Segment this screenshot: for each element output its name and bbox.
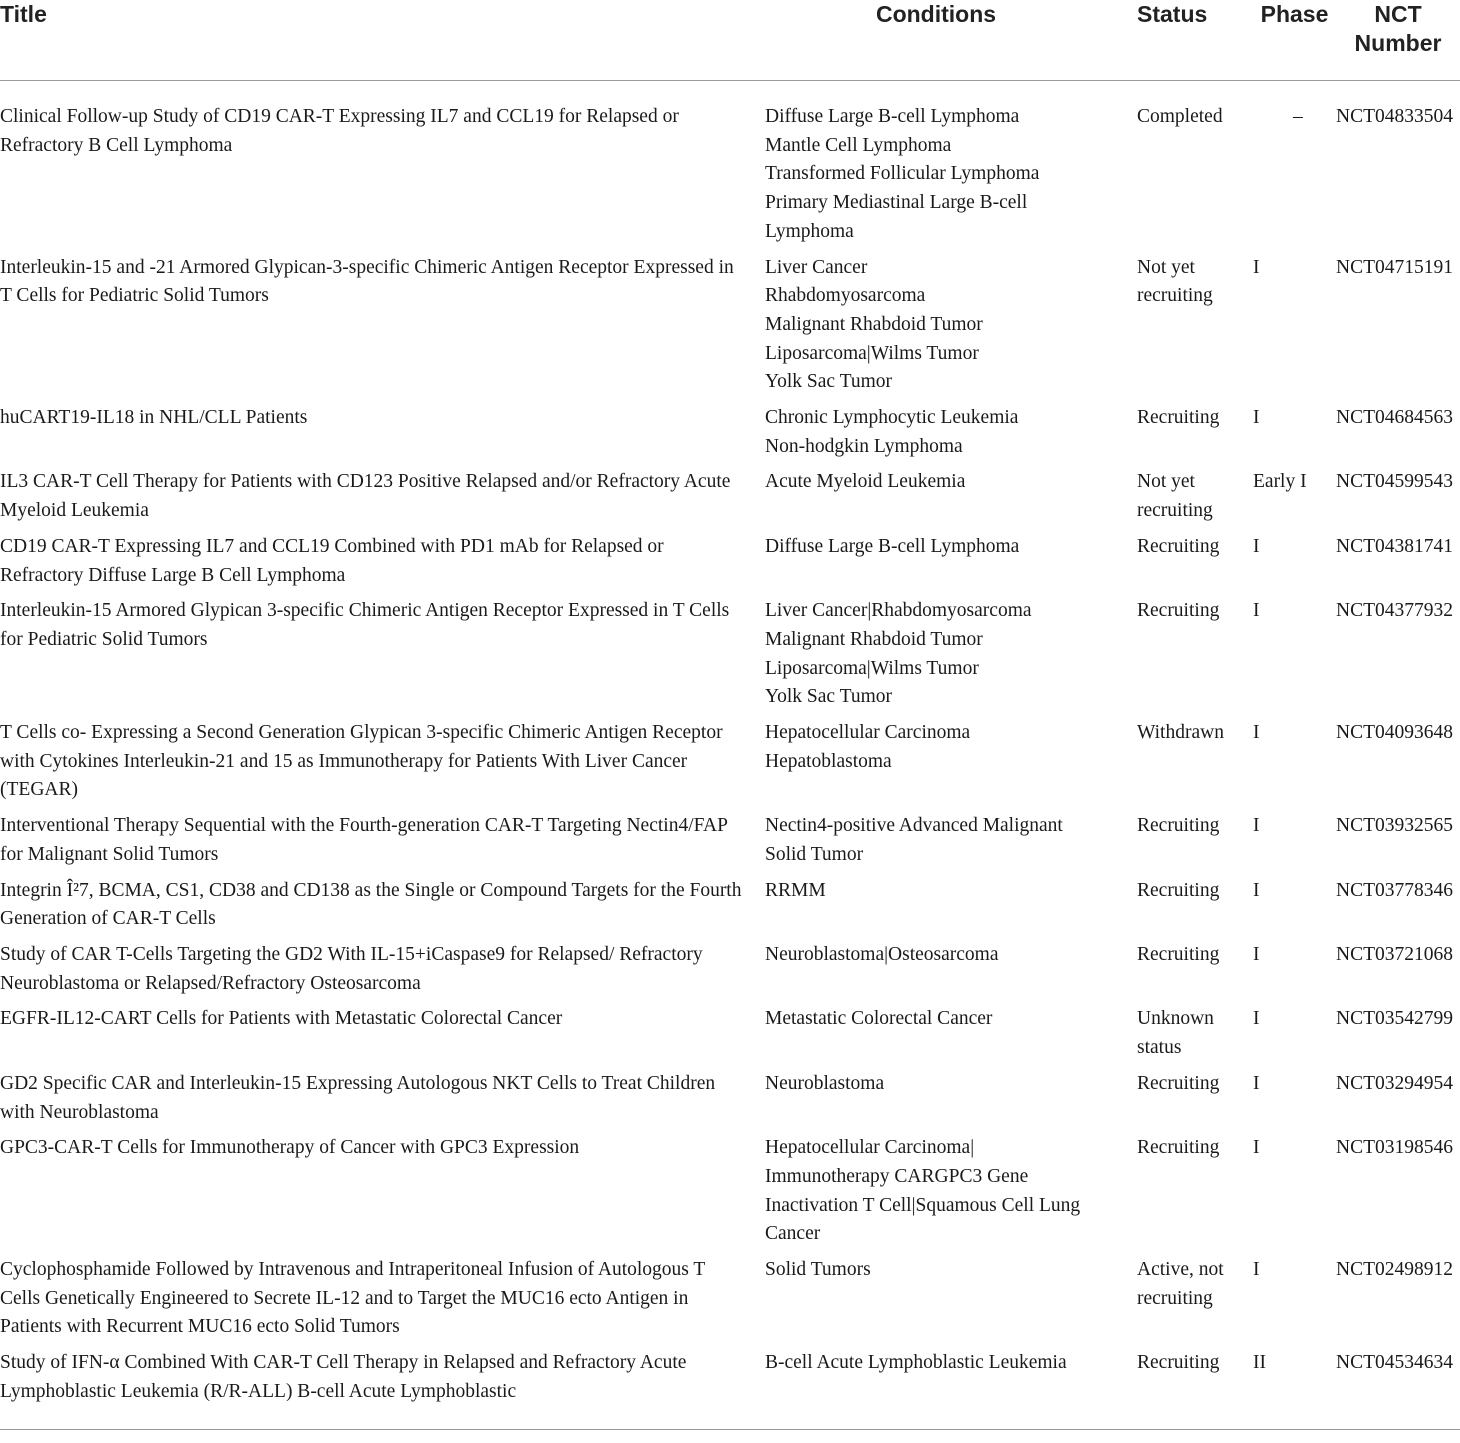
condition-item: Hepatocellular Carcinoma [765, 722, 971, 744]
trial-phase: I [1253, 1137, 1260, 1159]
trial-title: Clinical Follow-up Study of CD19 CAR-T Expressing IL7 and CCL19 for Relapsed or Refractory B Cell Lymphoma [0, 106, 679, 156]
condition-item: Rhabdomyosarcoma [765, 285, 926, 307]
trial-status: Completed [1137, 106, 1223, 127]
table-row [0, 877, 1460, 941]
trial-nct-number: NCT04684563 [1336, 407, 1453, 429]
table-row [0, 1005, 1460, 1069]
trial-phase: I [1253, 600, 1260, 622]
trial-phase: I [1253, 407, 1260, 429]
condition-item: Nectin4-positive Advanced Malignant [765, 815, 1063, 837]
trial-nct-number: NCT04093648 [1336, 722, 1453, 744]
header-phase: Phase [1253, 0, 1336, 81]
condition-item: Liposarcoma|Wilms Tumor [765, 342, 979, 364]
trial-status: Recruiting [1137, 815, 1220, 837]
trial-title: T Cells co- Expressing a Second Generation Glypican 3-specific Chimeric Antigen Receptor with Cytokines Interleukin-21 and 15 as Immunotherapy for Patients With Liver Cancer (TEGAR) [0, 722, 723, 801]
trial-phase: I [1253, 1008, 1260, 1030]
trial-phase: I [1253, 256, 1260, 278]
condition-item: Solid Tumors [765, 1259, 871, 1281]
trial-conditions [765, 404, 1137, 468]
trial-conditions [765, 254, 1137, 405]
condition-item: Hepatoblastoma [765, 750, 892, 772]
trial-conditions [765, 1134, 1137, 1256]
trial-status: Recruiting [1137, 879, 1220, 901]
header-title: Title [0, 0, 765, 81]
trial-conditions [765, 941, 1137, 1005]
trial-nct-number: NCT04833504 [1336, 106, 1453, 127]
trial-title: EGFR-IL12-CART Cells for Patients with Metastatic Colorectal Cancer [0, 1008, 563, 1030]
trial-conditions [765, 468, 1137, 532]
trial-nct-number: NCT03932565 [1336, 815, 1453, 837]
table-row [0, 533, 1460, 597]
trial-phase: II [1253, 1349, 1336, 1429]
condition-item: Liver Cancer [765, 256, 868, 278]
trial-nct-number: NCT03294954 [1336, 1072, 1453, 1094]
header-status: Status [1137, 0, 1253, 81]
table-row [0, 404, 1460, 468]
table-row [0, 81, 1460, 254]
condition-item: Yolk Sac Tumor [765, 371, 892, 393]
condition-item: Diffuse Large B-cell Lymphoma [765, 106, 1020, 127]
trial-title: huCART19-IL18 in NHL/CLL Patients [0, 407, 308, 429]
condition-item: Cancer [765, 1223, 821, 1245]
condition-item: Liver Cancer|Rhabdomyosarcoma [765, 600, 1032, 622]
condition-item: RRMM [765, 879, 826, 901]
condition-item: Malignant Rhabdoid Tumor [765, 628, 983, 650]
condition-item: Immunotherapy CARGPC3 Gene [765, 1165, 1029, 1187]
condition-item: Non-hodgkin Lymphoma [765, 435, 963, 457]
trial-status: Recruiting [1137, 600, 1220, 622]
trial-status: Not yet recruiting [1137, 256, 1213, 307]
trial-title: Interventional Therapy Sequential with the Fourth-generation CAR-T Targeting Nectin4/FAP for Malignant Solid Tumors [0, 815, 728, 865]
header-nct-number [1336, 0, 1460, 81]
header-row [0, 0, 1460, 81]
trial-conditions [765, 1005, 1137, 1069]
trial-status: Active, not recruiting [1137, 1259, 1224, 1309]
trial-phase: I [1253, 879, 1260, 901]
trial-conditions [765, 1070, 1137, 1134]
trial-status: Recruiting [1137, 407, 1220, 429]
table-body [0, 81, 1460, 1430]
condition-item: Mantle Cell Lymphoma [765, 134, 952, 156]
trial-nct-number: NCT04534634 [1336, 1349, 1460, 1429]
condition-item: Neuroblastoma|Osteosarcoma [765, 943, 999, 965]
trial-title: Cyclophosphamide Followed by Intravenous and Intraperitoneal Infusion of Autologous T Cells Genetically Engineered to Secrete IL-12 and to Target the MUC16 ecto Antigen in Patients with Recurrent MUC16 ecto Solid Tumors [0, 1259, 705, 1338]
table-header [0, 0, 1460, 81]
condition-item: Inactivation T Cell|Squamous Cell Lung [765, 1194, 1081, 1216]
trial-phase: I [1253, 1072, 1260, 1094]
trial-conditions [765, 81, 1137, 254]
trial-status: Withdrawn [1137, 722, 1224, 744]
condition-item: Transformed Follicular Lymphoma [765, 163, 1040, 185]
table-row [0, 1134, 1460, 1256]
table-row [0, 1070, 1460, 1134]
condition-item: Primary Mediastinal Large B-cell [765, 192, 1028, 214]
condition-item: Neuroblastoma [765, 1072, 885, 1094]
trial-title: IL3 CAR-T Cell Therapy for Patients with CD123 Positive Relapsed and/or Refractory Acute Myeloid Leukemia [0, 471, 731, 522]
condition-item: Chronic Lymphocytic Leukemia [765, 407, 1019, 429]
table-row [0, 468, 1460, 532]
trial-conditions [765, 719, 1137, 812]
header-conditions: Conditions [765, 0, 1137, 81]
trial-status: Recruiting [1137, 535, 1220, 557]
table-row [0, 1256, 1460, 1349]
trial-conditions [765, 1256, 1137, 1349]
trial-phase: I [1253, 815, 1260, 837]
condition-item: Hepatocellular Carcinoma| [765, 1137, 975, 1159]
trial-title: Integrin Î²7, BCMA, CS1, CD38 and CD138 as the Single or Compound Targets for the Fourth Generation of CAR-T Cells [0, 879, 742, 930]
trial-status: Unknown status [1137, 1008, 1214, 1059]
trial-status: Not yet recruiting [1137, 471, 1213, 522]
trial-nct-number: NCT04377932 [1336, 600, 1453, 622]
trial-conditions [765, 1349, 1137, 1429]
trial-conditions [765, 533, 1137, 597]
trial-conditions [765, 597, 1137, 719]
condition-item: Malignant Rhabdoid Tumor [765, 313, 983, 335]
trial-nct-number: NCT04599543 [1336, 471, 1453, 493]
condition-item: Yolk Sac Tumor [765, 686, 892, 708]
trial-nct-number: NCT03778346 [1336, 879, 1453, 901]
condition-item: Lymphoma [765, 220, 854, 242]
table-row [0, 719, 1460, 812]
trial-status: Recruiting [1137, 1072, 1220, 1094]
trial-title: Interleukin-15 Armored Glypican 3-specific Chimeric Antigen Receptor Expressed in T Cells for Pediatric Solid Tumors [0, 600, 730, 650]
trial-title: GD2 Specific CAR and Interleukin-15 Expressing Autologous NKT Cells to Treat Children with Neuroblastoma [0, 1072, 716, 1123]
trial-nct-number: NCT02498912 [1336, 1259, 1453, 1281]
trial-phase: – [1293, 106, 1303, 127]
table-row [0, 1349, 1460, 1429]
trial-phase: Early I [1253, 471, 1307, 493]
condition-item: B-cell Acute Lymphoblastic Leukemia [765, 1352, 1067, 1374]
trial-nct-number: NCT03721068 [1336, 943, 1453, 965]
trial-title: Study of CAR T-Cells Targeting the GD2 With IL-15+iCaspase9 for Relapsed/ Refractory Neuroblastoma or Relapsed/Refractory Osteosarcoma [0, 943, 703, 994]
condition-item: Diffuse Large B-cell Lymphoma [765, 535, 1020, 557]
trial-title: GPC3-CAR-T Cells for Immunotherapy of Cancer with GPC3 Expression [0, 1137, 580, 1159]
trial-conditions [765, 812, 1137, 876]
trial-phase: I [1253, 943, 1260, 965]
table-row [0, 254, 1460, 405]
table-row [0, 597, 1460, 719]
trial-title: Interleukin-15 and -21 Armored Glypican-3-specific Chimeric Antigen Receptor Expressed in T Cells for Pediatric Solid Tumors [0, 256, 734, 307]
trial-phase: I [1253, 722, 1260, 744]
trial-nct-number: NCT03198546 [1336, 1137, 1453, 1159]
trial-status: Recruiting [1137, 1137, 1220, 1159]
trial-status: Recruiting [1137, 1349, 1253, 1429]
trial-status: Recruiting [1137, 943, 1220, 965]
trial-conditions [765, 877, 1137, 941]
trial-phase: I [1253, 1259, 1260, 1281]
trial-phase: I [1253, 535, 1260, 557]
trial-title: CD19 CAR-T Expressing IL7 and CCL19 Combined with PD1 mAb for Relapsed or Refractory Diffuse Large B Cell Lymphoma [0, 535, 664, 586]
condition-item: Metastatic Colorectal Cancer [765, 1008, 993, 1030]
header-nct-line2: Number [1354, 30, 1442, 56]
trial-title: Study of IFN-α Combined With CAR-T Cell Therapy in Relapsed and Refractory Acute Lymphoblastic Leukemia (R/R-ALL) B-cell Acute Lymphoblastic [0, 1349, 765, 1429]
header-nct-line1: NCT [1374, 1, 1422, 27]
trial-nct-number: NCT04715191 [1336, 256, 1453, 278]
trial-nct-number: NCT04381741 [1336, 535, 1453, 557]
table-row [0, 812, 1460, 876]
condition-item: Acute Myeloid Leukemia [765, 471, 966, 493]
table-row [0, 941, 1460, 1005]
trial-nct-number: NCT03542799 [1336, 1008, 1453, 1030]
condition-item: Solid Tumor [765, 843, 864, 865]
condition-item: Liposarcoma|Wilms Tumor [765, 657, 979, 679]
